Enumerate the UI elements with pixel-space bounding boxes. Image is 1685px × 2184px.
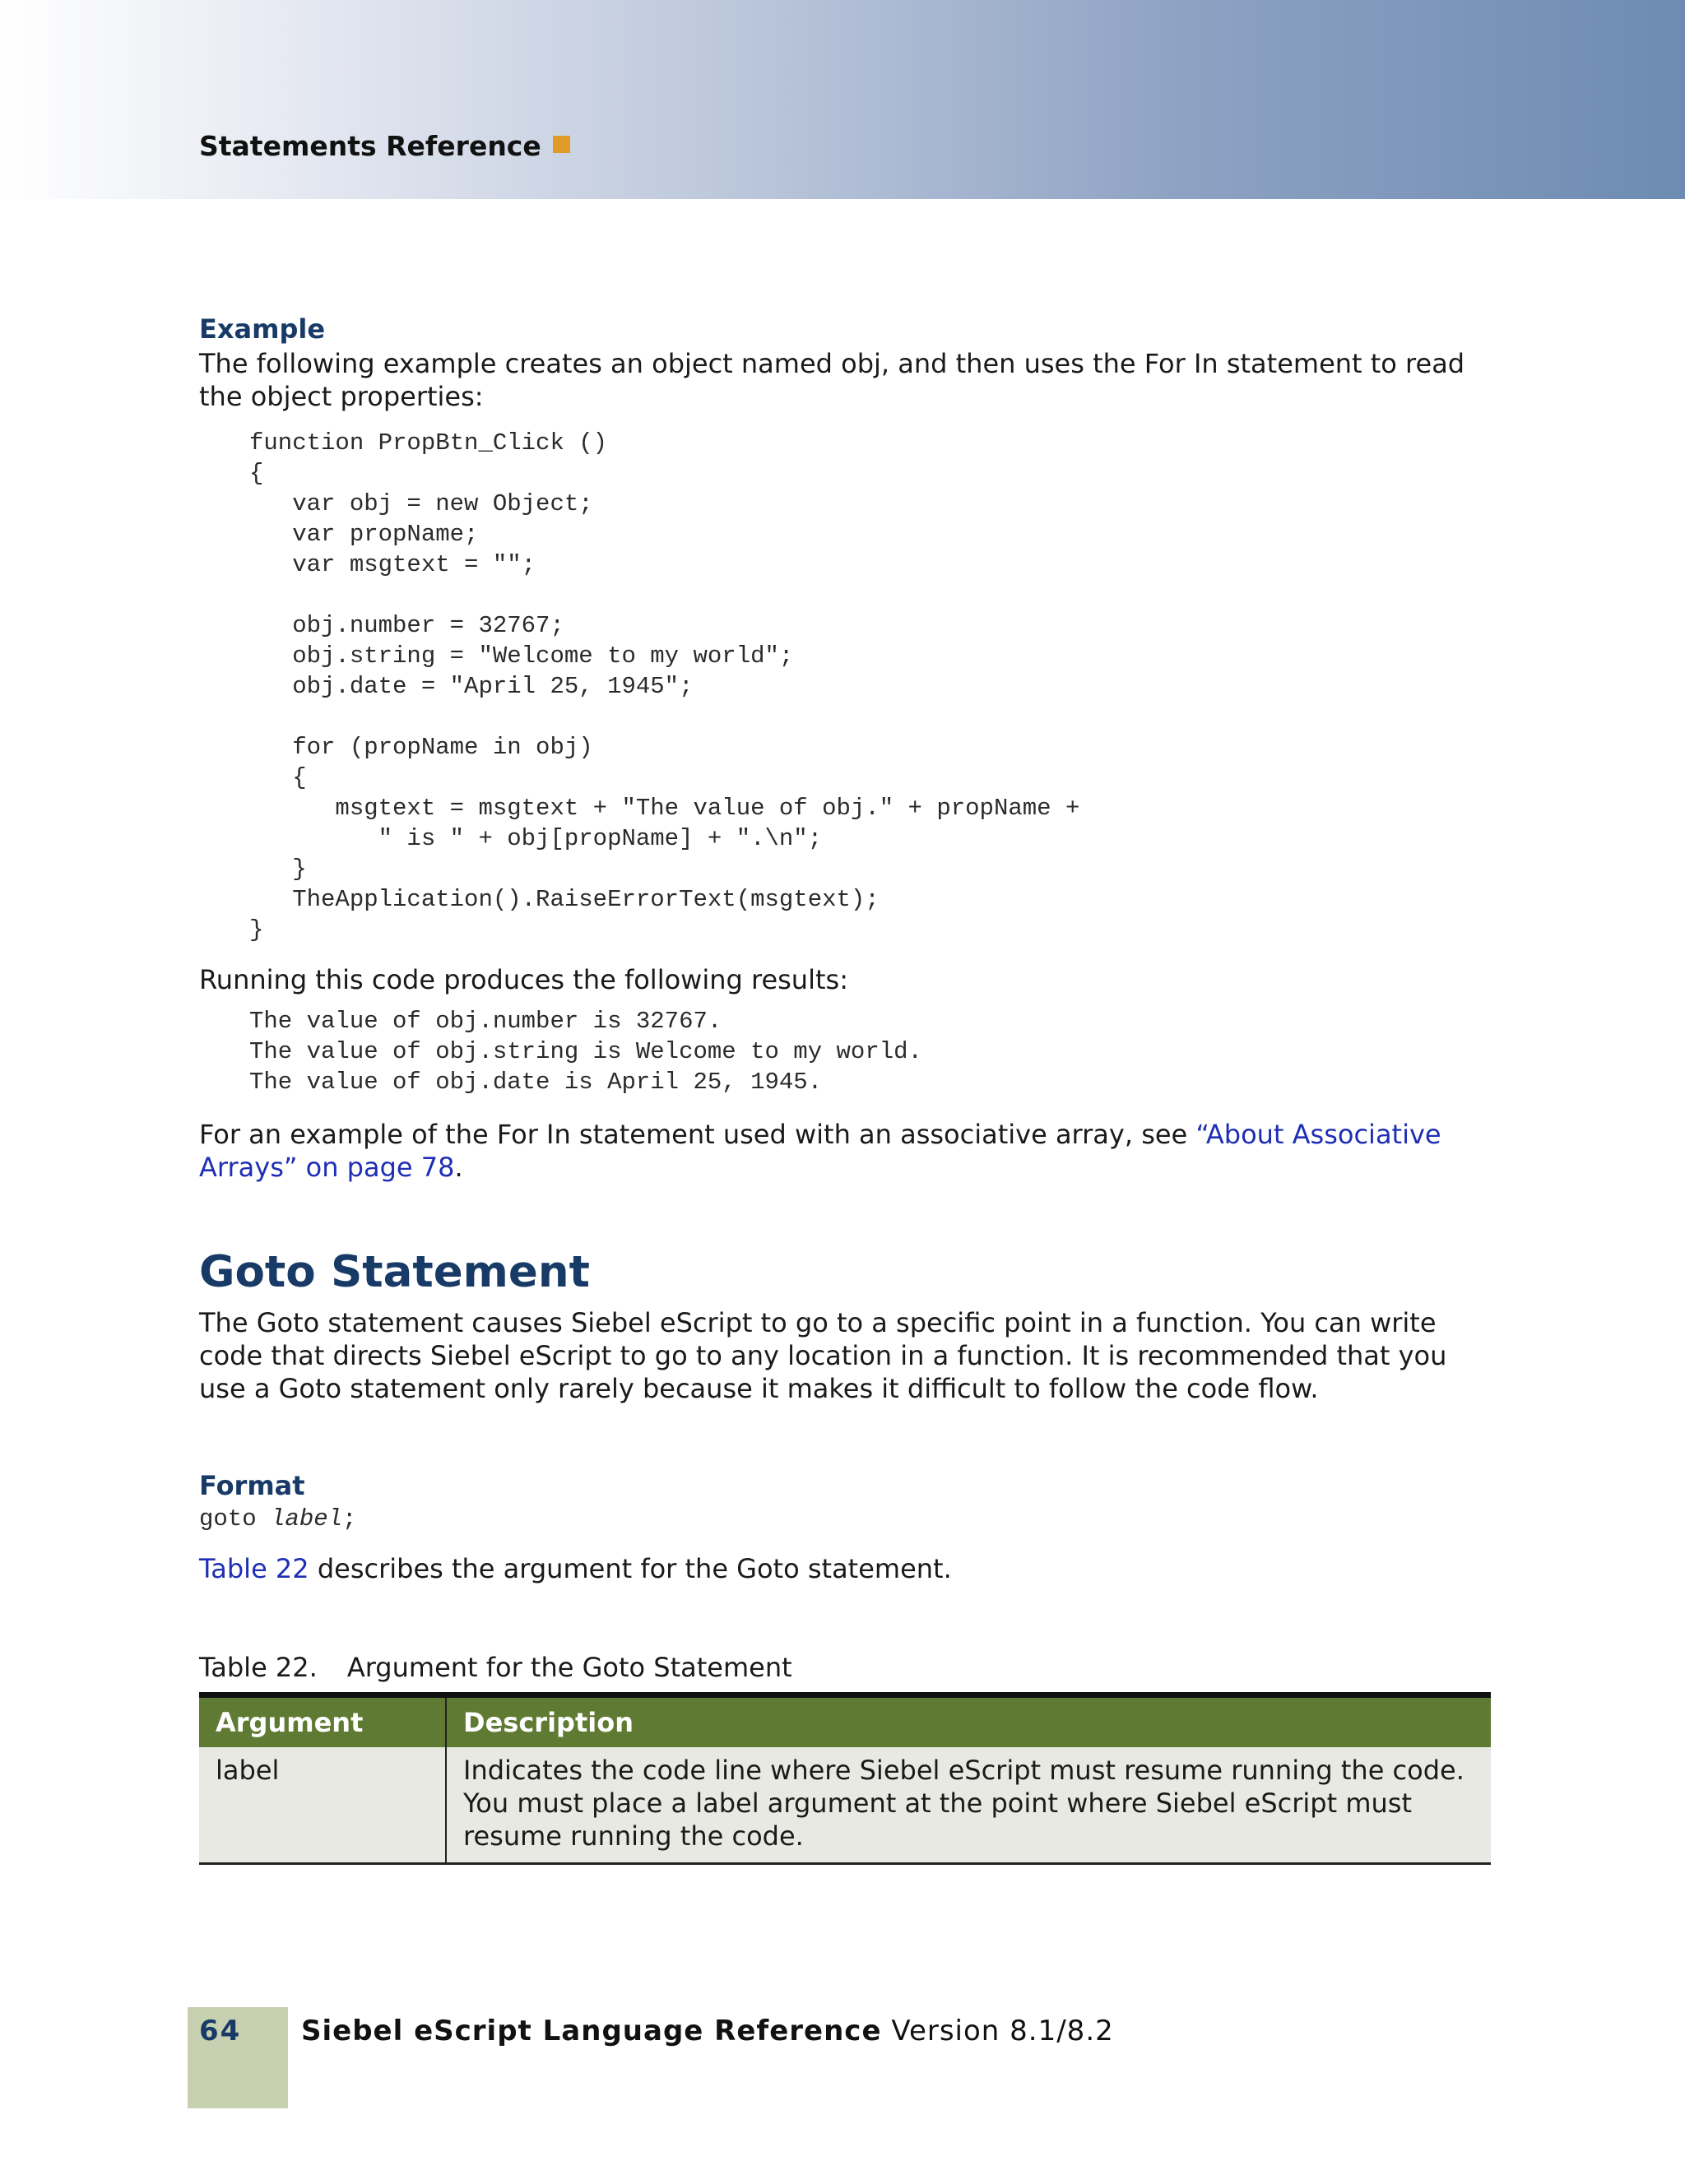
cell-description: Indicates the code line where Siebel eScript must resume running the code. You must place a label argument at the point where Siebel eScript must resume running the code. [446,1747,1491,1864]
table-ref-text: describes the argument for the Goto statement. [309,1553,952,1584]
results-listing: The value of obj.number is 32767. The value of obj.string is Welcome to my world. The value of obj.date is April 25, 1945. [249,1008,922,1096]
table-header-row [199,1695,1491,1748]
assoc-text: For an example of the For In statement used with an associative array, see [199,1119,1196,1150]
example-heading: Example [199,313,326,345]
header-argument: Argument [199,1695,446,1748]
goto-description: The Goto statement causes Siebel eScript to go to a specific point in a function. You can write code that directs Siebel eScript to go to any location in a function. It is recommended that you use a Goto statement only rarely because it makes it difficult to follow the code flow. [199,1307,1447,1404]
page-content [199,311,1491,1865]
header-band [0,0,1685,199]
example-intro: The following example creates an object named obj, and then uses the For In statement to read the object properties: [199,348,1465,412]
goto-heading: Goto Statement [199,1247,590,1297]
format-end: ; [342,1505,357,1533]
caption-number: Table 22. [199,1652,318,1683]
running-head [199,130,570,162]
format-syntax [199,1504,1491,1534]
running-head-text: Statements Reference [199,130,541,162]
assoc-arrays-link[interactable]: “About Associative Arrays” on page 78 [199,1119,1441,1183]
table-row [199,1747,1491,1864]
caption-title: Argument for the Goto Statement [346,1652,792,1683]
assoc-paragraph [199,1118,1491,1184]
book-title: Siebel eScript Language Reference [301,2015,882,2047]
results-intro: Running this code produces the following results: [199,964,848,995]
format-keyword: goto [199,1505,272,1533]
table-caption [199,1651,1491,1684]
orange-square-icon [553,136,570,153]
footer-title [301,2015,1114,2047]
page-number: 64 [199,2015,242,2047]
table-ref-paragraph [199,1552,1491,1585]
format-heading: Format [199,1470,305,1501]
cell-argument: label [199,1747,446,1864]
assoc-end: . [454,1152,463,1183]
table-22-link[interactable]: Table 22 [199,1553,309,1584]
book-version: Version 8.1/8.2 [881,2015,1114,2047]
argument-table [199,1692,1491,1865]
format-arg: label [271,1505,343,1533]
code-listing: function PropBtn_Click () { var obj = new Object; var propName; var msgtext = ""; obj.number = 32767; obj.string = "Welcome to my world"; obj.date = "April 25, 1945"; for (propName in obj) { msgtext = msgtext + "The value of obj." + propName + " is " + obj[propName] + ".\n"; } TheApplication().RaiseErrorText(msgtext); } [249,429,1080,944]
header-description: Description [446,1695,1491,1748]
